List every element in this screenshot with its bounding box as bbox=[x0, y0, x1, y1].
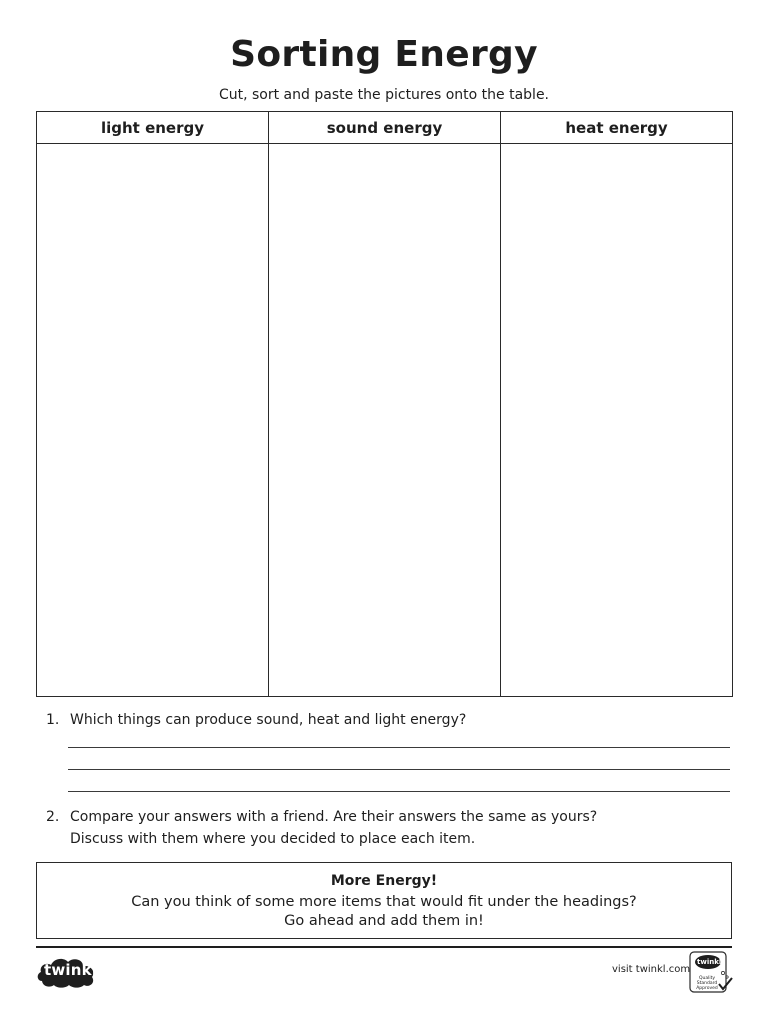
question-1 bbox=[46, 709, 467, 731]
more-energy-title: More Energy! bbox=[330, 873, 438, 889]
more-energy-text: Go ahead and add them in! bbox=[284, 913, 484, 929]
answer-line[interactable] bbox=[68, 769, 730, 770]
answer-line[interactable] bbox=[68, 791, 730, 792]
page-title: Sorting Energy bbox=[230, 34, 538, 75]
column-heat bbox=[501, 112, 732, 696]
visit-link[interactable]: visit twinkl.com bbox=[612, 964, 691, 975]
column-body-light bbox=[37, 144, 268, 696]
question-2-continued bbox=[46, 828, 476, 850]
question-number: 1. bbox=[46, 712, 60, 728]
more-energy-text: Can you think of some more items that would fit under the headings? bbox=[131, 894, 637, 910]
question-2 bbox=[46, 806, 598, 828]
column-light bbox=[37, 112, 269, 696]
question-text: Discuss with them where you decided to place each item. bbox=[70, 831, 476, 847]
instructions: Cut, sort and paste the pictures onto the table. bbox=[218, 87, 550, 103]
question-number: 2. bbox=[46, 809, 60, 825]
logo-text: twinkl bbox=[44, 961, 98, 979]
question-text: Compare your answers with a friend. Are their answers the same as yours? bbox=[70, 809, 598, 825]
badge-text: Quality Standard Approved bbox=[696, 976, 718, 991]
column-header-heat: heat energy bbox=[501, 112, 732, 144]
more-energy-box bbox=[36, 862, 732, 939]
question-text: Which things can produce sound, heat and light energy? bbox=[70, 712, 467, 728]
column-header-sound: sound energy bbox=[269, 112, 500, 144]
footer-divider bbox=[36, 946, 732, 948]
badge-brand: twinkl bbox=[697, 958, 722, 966]
column-body-heat bbox=[501, 144, 732, 696]
column-body-sound bbox=[269, 144, 500, 696]
sorting-table bbox=[36, 111, 733, 697]
column-header-light: light energy bbox=[37, 112, 268, 144]
answer-line[interactable] bbox=[68, 747, 730, 748]
column-sound bbox=[269, 112, 501, 696]
